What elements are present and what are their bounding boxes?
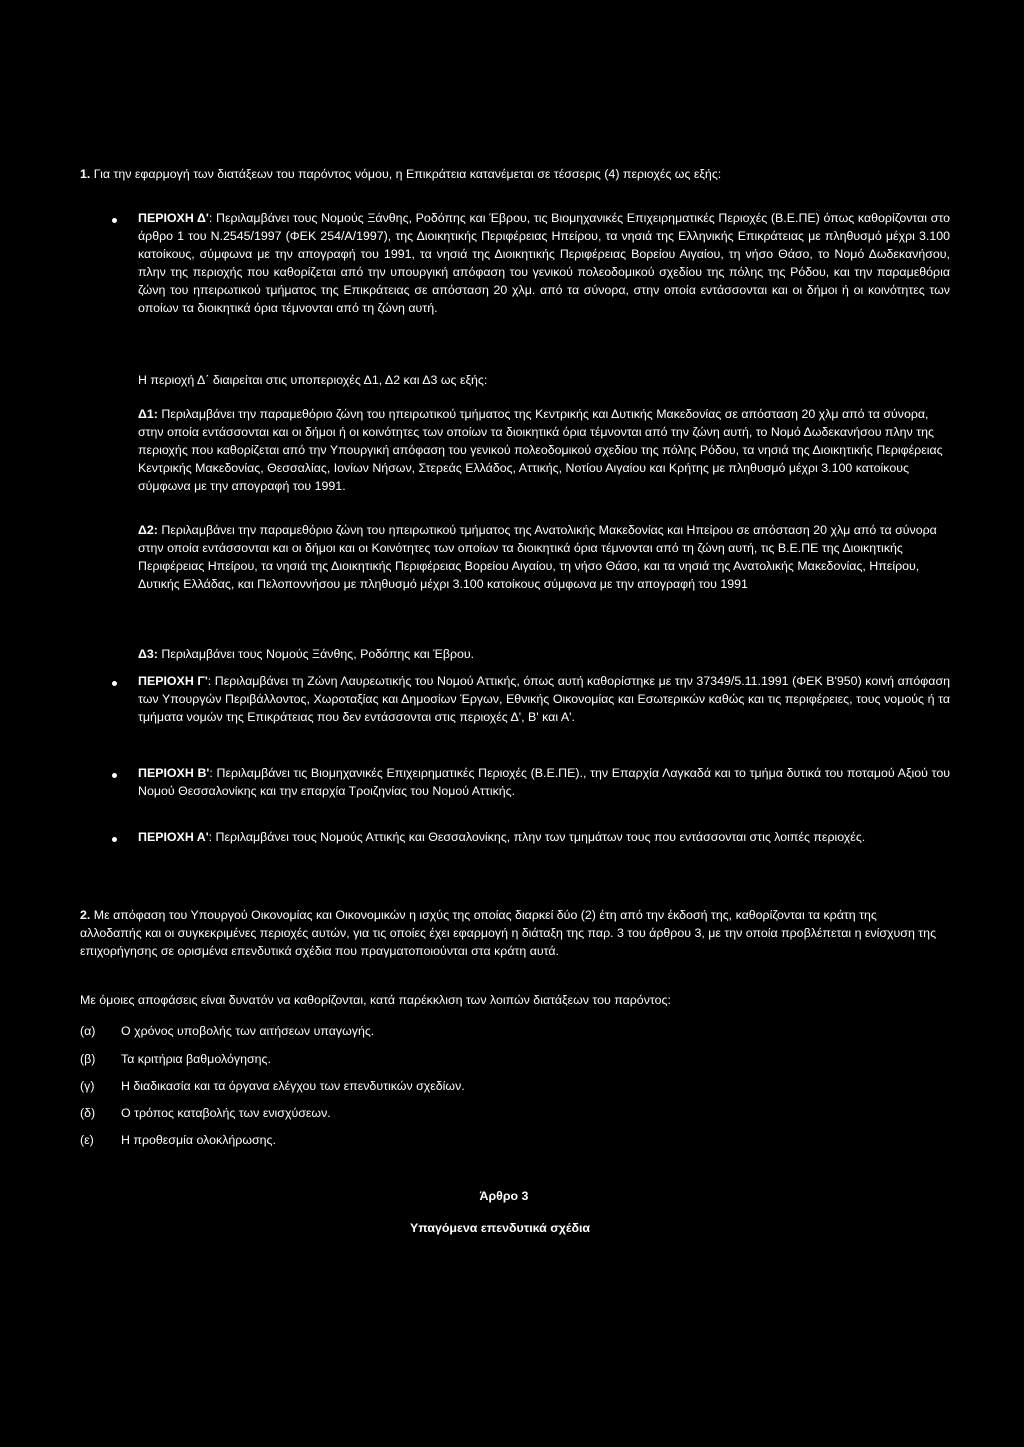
d1-paragraph [138, 405, 950, 495]
section2-text: Με απόφαση του Υπουργού Οικονομίας και Οικονομικών η ισχύς της οποίας διαρκεί δύο (2) έτη από την έκδοσή της, καθορίζονται τα κράτη της αλλοδαπής και οι συγκεκριμένες περιοχές αυτών, για τις οποίες έχει εφαρμογή η διάταξη της παρ. 3 του άρθρου 3, με την οποία προβλέπεται η ενίσχυση της επιχορήγησης σε ορισμένα επενδυτικά σχέδια που πραγματοποιούνται στα κράτη αυτά. [80, 908, 937, 958]
item-text: Η διαδικασία και τα όργανα ελέγχου των επενδυτικών σχεδίων. [121, 1079, 465, 1093]
bullet-icon [112, 773, 117, 778]
section2-number: 2. [80, 908, 91, 922]
item-label: (γ) [80, 1079, 95, 1093]
region-d-paragraph [138, 209, 950, 317]
region-b-label: ΠΕΡΙΟΧΗ Β' [138, 766, 210, 780]
subdivision-intro: Η περιοχή Δ΄ διαιρείται στις υποπεριοχές Δ1, Δ2 και Δ3 ως εξής: [138, 373, 488, 387]
region-a-text: : Περιλαμβάνει τους Νομούς Αττικής και Θεσσαλονίκης, πλην των τμημάτων τους που εντάσσονται στις λοιπές περιοχές. [208, 830, 866, 844]
item-text: Τα κριτήρια βαθμολόγησης. [121, 1052, 271, 1066]
article-subtitle: Υπαγόμενα επενδυτικά σχέδια [409, 1221, 591, 1235]
d3-label: Δ3: [138, 647, 158, 661]
item-label: (ε) [80, 1133, 94, 1147]
section2-paragraph [80, 906, 940, 960]
article-title: Άρθρο 3 [479, 1189, 529, 1203]
region-b-text: : Περιλαμβάνει τις Βιομηχανικές Επιχειρηματικές Περιοχές (Β.Ε.ΠΕ)., την Επαρχία Λαγκαδά και το τμήμα δυτικά του ποταμού Αξιού του Νομού Θεσσαλονίκης και την επαρχία Τροιζηνίας του Νομού Αττικής. [138, 766, 950, 798]
region-d-label: ΠΕΡΙΟΧΗ Δ' [138, 211, 209, 225]
region-b-paragraph [138, 764, 950, 800]
section1-intro [80, 165, 930, 183]
bullet-icon [112, 218, 117, 223]
item-text: Ο τρόπος καταβολής των ενισχύσεων. [121, 1106, 331, 1120]
bullet-icon [112, 681, 117, 686]
d1-text: Περιλαμβάνει την παραμεθόριο ζώνη του ηπειρωτικού τμήματος της Κεντρικής και Δυτικής Μακεδονίας σε απόσταση 20 χλμ από τα σύνορα, στην οποία εντάσσονται και οι δήμοι ή οι κοινότητες των οποίων τα διοικητικά όρια τέμνονται από την ζώνη αυτή, το Νομό Δωδεκανήσου πλην της περιοχής που καθορίζεται από την Υπουργική απόφαση του γενικού πολεοδομικού σχεδίου της πόλης Ρόδου, τα νησιά της Διοικητικής Περιφέρειας Κεντρικής Μακεδονίας, Θεσσαλίας, Ιονίων Νήσων, Στερεάς Ελλάδος, Αττικής, Νοτίου Αιγαίου και Κρήτης με πληθυσμό μέχρι 3.100 κατοίκους σύμφωνα με την απογραφή του 1991. [138, 407, 943, 493]
d2-label: Δ2: [138, 523, 158, 537]
item-text: Η προθεσμία ολοκλήρωσης. [121, 1133, 276, 1147]
d2-text: Περιλαμβάνει την παραμεθόριο ζώνη του ηπειρωτικού τμήματος της Ανατολικής Μακεδονίας και Ηπείρου σε απόσταση 20 χλμ από τα σύνορα στην οποία εντάσσονται και οι δήμοι και οι Κοινότητες των οποίων τα διοικητικά όρια τέμνονται από τη ζώνη αυτή, τις Β.Ε.ΠΕ της Διοικητικής Περιφέρειας Ηπείρου, τα νησιά της Διοικητικής Περιφέρειας Βορείου Αιγαίου, τη νήσο Θάσο, και τα νησιά της Ανατολικής Μακεδονίας, Ηπείρου, Δυτικής Ελλάδας, και Πελοποννήσου με πληθυσμό μέχρι 3.100 κατοίκους σύμφωνα με την απογραφή του 1991 [138, 523, 937, 591]
region-g-label: ΠΕΡΙΟΧΗ Γ' [138, 674, 208, 688]
item-label: (β) [80, 1052, 96, 1066]
section1-intro-text: Για την εφαρμογή των διατάξεων του παρόντος νόμου, η Επικράτεια κατανέμεται σε τέσσερις (4) περιοχές ως εξής: [93, 167, 722, 181]
d3-text: Περιλαμβάνει τους Νομούς Ξάνθης, Ροδόπης και Έβρου. [157, 647, 475, 661]
section1-number: 1. [80, 167, 91, 181]
region-a-label: ΠΕΡΙΟΧΗ Α' [138, 830, 209, 844]
region-d-text: : Περιλαμβάνει τους Νομούς Ξάνθης, Ροδόπης και Έβρου, τις Βιομηχανικές Επιχειρηματικές Περιοχές (Β.Ε.ΠΕ) όπως καθορίζονται στο άρθρο 1 του Ν.2545/1997 (ΦΕΚ 254/Α/1997), της Διοικητικής Περιφέρειας Ηπείρου, τα νησιά της Ελληνικής Επικράτειας με πληθυσμό μέχρι 3.100 κατοίκους, σύμφωνα με την απογραφή του 1991, τα νησιά της Διοικητικής Περιφέρειας Βορείου Αιγαίου, τη νήσο Θάσο, το Νομό Δωδεκανήσου, πλην της περιοχής που καθορίζεται από την υπουργική απόφαση του γενικού πολεοδομικού σχεδίου της πόλης της Ρόδου, και την παραμεθόρια ζώνη του ηπειρωτικού τμήματος της Επικράτειας σε απόσταση 20 χλμ. από τα σύνορα, στην οποία εντάσσονται και οι δήμοι ή οι κοινότητες των οποίων τα διοικητικά όρια τέμνονται από τη ζώνη αυτή. [138, 211, 951, 315]
region-g-paragraph [138, 672, 950, 726]
decisions-intro: Με όμοιες αποφάσεις είναι δυνατόν να καθορίζονται, κατά παρέκκλιση των λοιπών διατάξεων του παρόντος: [80, 993, 671, 1007]
d2-paragraph [138, 521, 950, 593]
region-g-text: : Περιλαμβάνει τη Ζώνη Λαυρεωτικής του Νομού Αττικής, όπως αυτή καθορίστηκε με την 37349/5.11.1991 (ΦΕΚ Β'950) κοινή απόφαση των Υπουργών Περιβάλλοντος, Χωροταξίας και Δημοσίων Έργων, Εθνικής Οικονομίας και Εσωτερικών καθώς και τις περιφέρειες, τους νομούς ή τα τμήματα νομών της Επικράτειας που δεν εντάσσονται στις περιοχές Δ', Β' και Α'. [138, 674, 950, 724]
item-text: Ο χρόνος υποβολής των αιτήσεων υπαγωγής. [121, 1024, 375, 1038]
d3-paragraph [138, 645, 950, 663]
item-label: (δ) [80, 1106, 96, 1120]
d1-label: Δ1: [138, 407, 158, 421]
bullet-icon [112, 837, 117, 842]
region-a-paragraph [138, 828, 950, 846]
item-label: (α) [80, 1024, 96, 1038]
